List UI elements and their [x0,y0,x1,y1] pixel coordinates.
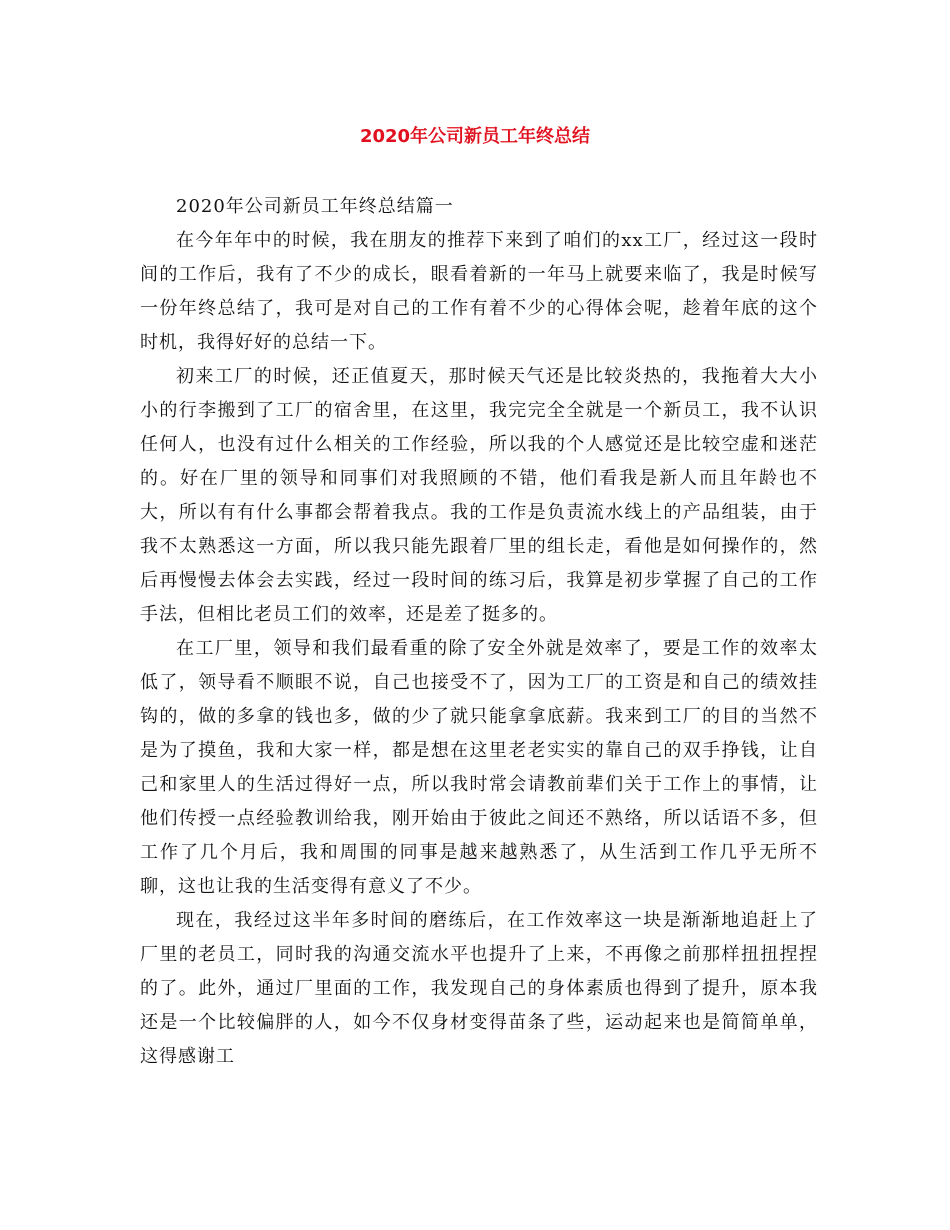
paragraph: 在今年年中的时候，我在朋友的推荐下来到了咱们的xx工厂，经过这一段时间的工作后，我有了不少的成长，眼看着新的一年马上就要来临了，我是时候写一份年终总结了，我可是对自己的工作有着不少的心得体会呢，趁着年底的这个时机，我得好好的总结一下。 [140,230,818,353]
paragraph: 在工厂里，领导和我们最看重的除了安全外就是效率了，要是工作的效率太低了，领导看不顺眼不说，自己也接受不了，因为工厂的工资是和自己的绩效挂钩的，做的多拿的钱也多，做的少了就只能拿拿底薪。我来到工厂的目的当然不是为了摸鱼，我和大家一样，都是想在这里老老实实的靠自己的双手挣钱，让自己和家里人的生活过得好一点，所以我时常会请教前辈们关于工作上的事情，让他们传授一点经验教训给我，刚开始由于彼此之间还不熟络，所以话语不多，但工作了几个月后，我和周围的同事是越来越熟悉了，从生活到工作几乎无所不聊，这也让我的生活变得有意义了不少。 [140,638,818,897]
document-title: 2020年公司新员工年终总结 [359,126,591,147]
paragraph: 初来工厂的时候，还正值夏天，那时候天气还是比较炎热的，我拖着大大小小的行李搬到了工厂的宿舍里，在这里，我完完全全就是一个新员工，我不认识任何人，也没有过什么相关的工作经验，所以我的个人感觉还是比较空虚和迷茫的。好在厂里的领导和同事们对我照顾的不错，他们看我是新人而且年龄也不大，所以有有什么事都会帮着我点。我的工作是负责流水线上的产品组装，由于我不太熟悉这一方面，所以我只能先跟着厂里的组长走，看他是如何操作的，然后再慢慢去体会去实践，经过一段时间的练习后，我算是初步掌握了自己的工作手法，但相比老员工们的效率，还是差了挺多的。 [140,366,818,625]
paragraph: 现在，我经过这半年多时间的磨练后，在工作效率这一块是渐渐地追赶上了厂里的老员工，同时我的沟通交流水平也提升了上来，不再像之前那样扭扭捏捏的了。此外，通过厂里面的工作，我发现自己的身体素质也得到了提升，原本我还是一个比较偏胖的人，如今不仅身材变得苗条了些，运动起来也是简简单单，这得感谢工 [140,910,818,1067]
document-body [140,190,818,1074]
section-heading: 2020年公司新员工年终总结篇一 [176,196,454,217]
